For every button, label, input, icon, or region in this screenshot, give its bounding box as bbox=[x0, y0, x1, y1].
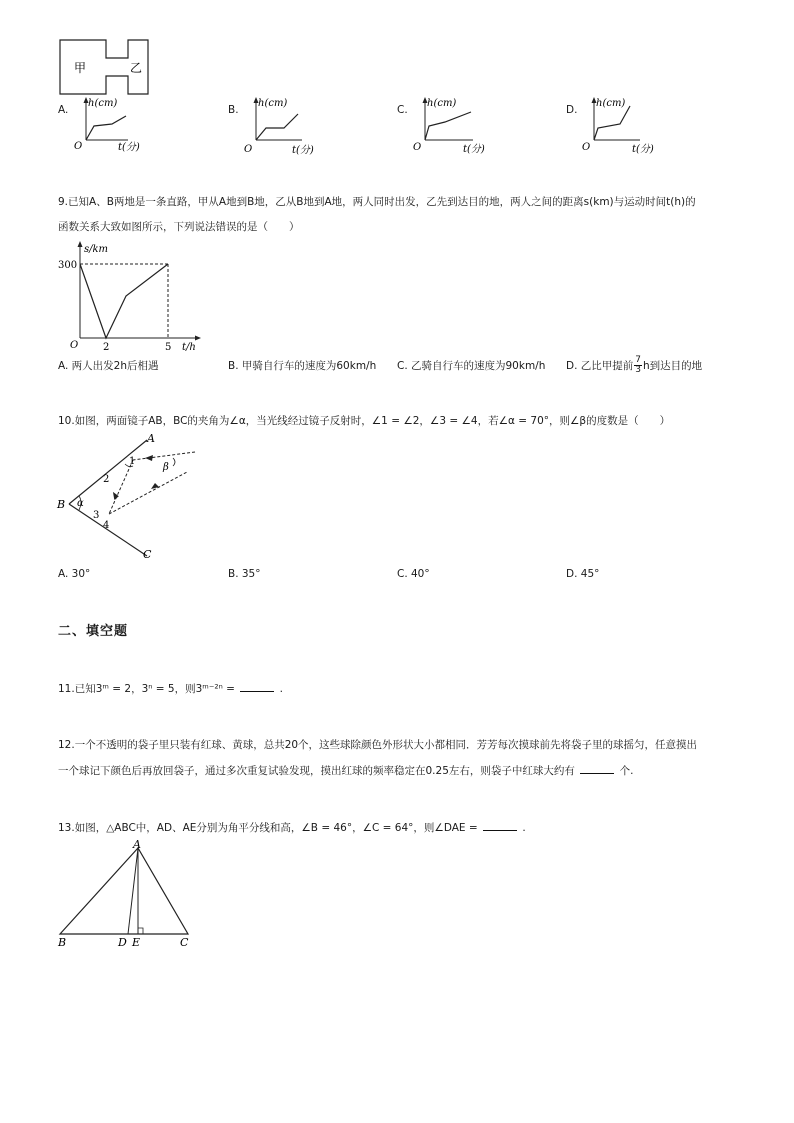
q9-graph bbox=[58, 240, 208, 355]
x-axis-label: t(分) bbox=[292, 145, 314, 156]
origin-label: O bbox=[70, 340, 79, 351]
angle-4-label: 4 bbox=[103, 520, 110, 531]
q9-option-c[interactable]: C. 乙骑自行车的速度为90km/h bbox=[397, 360, 546, 372]
x-tick-2: 2 bbox=[103, 342, 110, 353]
q8-option-c[interactable] bbox=[397, 96, 497, 156]
y-axis-label: s/km bbox=[84, 244, 109, 255]
vertex-a-label: A bbox=[133, 838, 141, 851]
q13-text: 13.如图，△ABC中，AD、AE分别为角平分线和高，∠B = 46°，∠C = 64°，则∠DAE = bbox=[58, 822, 478, 834]
q8-vessel-figure bbox=[58, 38, 150, 96]
q13-end: . bbox=[522, 822, 526, 834]
y-axis-label: h(cm) bbox=[88, 98, 118, 109]
answer-blank[interactable] bbox=[580, 763, 614, 774]
q9-line1: 9.已知A、B两地是一条直路，甲从A地到B地，乙从B地到A地，两人同时出发，乙先到达目的地，两人之间的距离s(km)与运动时间t(h)的 bbox=[58, 196, 696, 208]
q12-end: 个. bbox=[619, 765, 634, 777]
q10-option-a[interactable]: A. 30° bbox=[58, 568, 91, 580]
q10-option-c[interactable]: C. 40° bbox=[397, 568, 430, 580]
q10-mirror-figure bbox=[55, 432, 205, 562]
q11 bbox=[58, 681, 283, 696]
option-d-suffix: h到达目的地 bbox=[643, 359, 703, 372]
q9-option-b[interactable]: B. 甲骑自行车的速度为60km/h bbox=[228, 360, 377, 372]
y-tick-300: 300 bbox=[58, 260, 78, 271]
q10-option-b[interactable]: B. 35° bbox=[228, 568, 261, 580]
q11-end: . bbox=[279, 683, 283, 695]
option-label: D. bbox=[566, 104, 578, 116]
q12-line1: 12.一个不透明的袋子里只装有红球、黄球，总共20个，这些球除颜色外形状大小都相同．芳芳每次摸球前先将袋子里的球摇匀，任意摸出 bbox=[58, 739, 698, 751]
vertex-c-label: C bbox=[180, 936, 189, 949]
x-tick-5: 5 bbox=[165, 342, 172, 353]
q13-triangle-figure bbox=[52, 836, 202, 951]
answer-blank[interactable] bbox=[240, 681, 274, 692]
point-a-label: A bbox=[147, 432, 155, 445]
q9-line2: 函数关系大致如图所示，下列说法错误的是（ ） bbox=[58, 221, 300, 233]
option-label: B. bbox=[228, 104, 239, 116]
vessel-right-label: 乙 bbox=[130, 61, 143, 75]
q10-text: 10.如图，两面镜子AB，BC的夹角为∠α，当光线经过镜子反射时，∠1 = ∠2，∠3 = ∠4，若∠α = 70°，则∠β的度数是（ ） bbox=[58, 415, 671, 427]
origin-label: O bbox=[582, 142, 591, 153]
point-e-label: E bbox=[132, 936, 141, 949]
vertex-b-label: B bbox=[58, 936, 67, 949]
origin-label: O bbox=[74, 141, 83, 152]
x-axis-label: t(分) bbox=[118, 142, 140, 153]
option-label: A. bbox=[58, 104, 69, 116]
option-d-prefix: D. 乙比甲提前 bbox=[566, 359, 634, 372]
answer-blank[interactable] bbox=[483, 820, 517, 831]
y-axis-label: h(cm) bbox=[427, 98, 457, 109]
y-axis-label: h(cm) bbox=[258, 98, 288, 109]
alpha-label: α bbox=[77, 498, 84, 509]
q12-text: 一个球记下颜色后再放回袋子，通过多次重复试验发现，摸出红球的频率稳定在0.25左右，则袋子中红球大约有 bbox=[58, 765, 575, 777]
q11-text: 11.已知3ᵐ = 2，3ⁿ = 5，则3ᵐ⁻²ⁿ = bbox=[58, 683, 235, 695]
angle-2-label: 2 bbox=[103, 474, 110, 485]
point-b-label: B bbox=[57, 498, 66, 511]
y-axis-label: h(cm) bbox=[596, 98, 626, 109]
x-axis-label: t(分) bbox=[463, 144, 485, 155]
vessel-left-label: 甲 bbox=[74, 61, 87, 75]
q12-line2 bbox=[58, 763, 633, 778]
angle-1-label: 1 bbox=[129, 456, 136, 467]
q13 bbox=[58, 820, 526, 835]
q8-option-d[interactable] bbox=[566, 96, 666, 156]
angle-3-label: 3 bbox=[93, 510, 100, 521]
section-title: 二、填空题 bbox=[58, 624, 129, 639]
beta-label: β bbox=[163, 462, 169, 473]
x-axis-label: t/h bbox=[182, 342, 196, 353]
q10-option-d[interactable]: D. 45° bbox=[566, 568, 600, 580]
q9-option-a[interactable]: A. 两人出发2h后相遇 bbox=[58, 360, 159, 372]
q9-option-d[interactable] bbox=[566, 350, 702, 380]
q8-option-b[interactable] bbox=[228, 96, 328, 156]
point-c-label: C bbox=[143, 548, 152, 561]
option-label: C. bbox=[397, 104, 408, 116]
origin-label: O bbox=[244, 144, 253, 155]
origin-label: O bbox=[413, 142, 422, 153]
fraction-7-3: $\frac{7}{3}$ bbox=[635, 354, 641, 375]
q8-option-a[interactable] bbox=[58, 96, 158, 156]
x-axis-label: t(分) bbox=[632, 144, 654, 155]
point-d-label: D bbox=[118, 936, 127, 949]
